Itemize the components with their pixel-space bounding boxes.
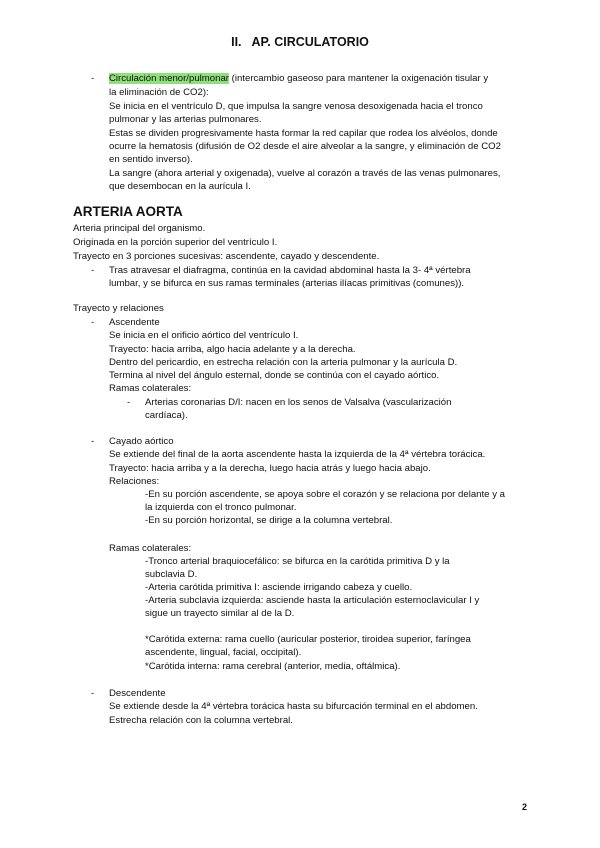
cayado-rel-1-cont: la izquierda con el tronco pulmonar.: [145, 502, 297, 513]
ascendente-rama: - Arterias coronarias D/I: nacen en los senos de Valsalva (vascularización: [145, 396, 451, 410]
descendente-label: - Descendente: [109, 687, 166, 701]
aorta-line-1: Arteria principal del organismo.: [73, 223, 206, 234]
ascendente-line-5: Ramas colaterales:: [109, 383, 192, 394]
aorta-bullet-cont: lumbar, y se bifurca en sus ramas terminales (arterias ilíacas primitivas (comunes)).: [109, 278, 465, 289]
ascendente-line-2: Trayecto: hacia arriba, algo hacia adelante y a la derecha.: [109, 344, 356, 355]
pulmonar-line-3: Se inicia en el ventrículo D, que impulsa la sangre venosa desoxigenada hacia el tronco: [109, 101, 483, 112]
aorta-heading: ARTERIA AORTA: [73, 204, 183, 219]
pulmonar-line-4: pulmonar y las arterias pulmonares.: [109, 114, 262, 125]
cayado-rel-1: -En su porción ascendente, se apoya sobre el corazón y se relaciona por delante y a: [145, 489, 505, 500]
aorta-line-2: Originada en la porción superior del ventrículo I.: [73, 237, 278, 248]
ascendente-label: - Ascendente: [109, 316, 160, 330]
cayado-line-1: Se extiende del final de la aorta ascendente hasta la izquierda de la 4ª vértebra torácica.: [109, 449, 486, 460]
cayado-rama-3: -Arteria subclavia izquierda: asciende hasta la articulación esternoclavicular I y: [145, 595, 480, 606]
trayecto-heading: Trayecto y relaciones: [73, 303, 164, 314]
descendente-line-1: Se extiende desde la 4ª vértebra torácica hasta su bifurcación terminal en el abdomen.: [109, 701, 478, 712]
ascendente-line-3: Dentro del pericardio, en estrecha relación con la arteria pulmonar y la aurícula D.: [109, 357, 458, 368]
cayado-rama-3-cont: sigue un trayecto similar al de la D.: [145, 608, 295, 619]
ascendente-line-1: Se inicia en el orificio aórtico del ventrículo I.: [109, 330, 299, 341]
cayado-line-3: Relaciones:: [109, 476, 160, 487]
pulmonar-line-6: ocurre la hematosis (difusión de O2 desde el aire alveolar a la sangre, y eliminación de CO2: [109, 141, 501, 152]
cayado-rel-2: -En su porción horizontal, se dirige a la columna vertebral.: [145, 515, 393, 526]
ascendente-rama-cont: cardíaca).: [145, 410, 188, 421]
pulmonar-line-1: - Circulación menor/pulmonar (intercambio gaseoso para mantener la oxigenación tisular y: [109, 72, 488, 86]
pulmonar-line-9: que desembocan en la aurícula I.: [109, 181, 251, 192]
page-title: [0, 36, 600, 50]
cayado-line-2: Trayecto: hacia arriba y a la derecha, luego hacia atrás y luego hacia abajo.: [109, 463, 431, 474]
carotida-externa-note-cont: ascendente, lingual, facial, occipital).: [145, 647, 302, 658]
carotida-externa-note: *Carótida externa: rama cuello (auricular posterior, tiroidea superior, faríngea: [145, 634, 471, 645]
section-number: II.: [231, 35, 242, 49]
aorta-line-3: Trayecto en 3 porciones sucesivas: ascendente, cayado y descendente.: [73, 251, 380, 262]
cayado-rama-1-cont: subclavia D.: [145, 569, 198, 580]
aorta-bullet: - Tras atravesar el diafragma, continúa en la cavidad abdominal hasta la 3- 4ª vértebra: [109, 264, 471, 278]
descendente-line-2: Estrecha relación con la columna vertebral.: [109, 715, 293, 726]
cayado-ramas-heading: Ramas colaterales:: [109, 543, 192, 554]
page-number: 2: [522, 802, 528, 812]
pulmonar-line-8: La sangre (ahora arterial y oxigenada), vuelve al corazón a través de las venas pulmonares,: [109, 168, 501, 179]
ascendente-line-4: Termina al nivel del ángulo esternal, donde se continúa con el cayado aórtico.: [109, 370, 440, 381]
section-title: AP. CIRCULATORIO: [251, 35, 369, 49]
carotida-interna-note: *Carótida interna: rama cerebral (anterior, media, oftálmica).: [145, 661, 401, 672]
pulmonar-line-5: Estas se dividen progresivamente hasta formar la red capilar que rodea los alvéolos, donde: [109, 128, 498, 139]
highlighted-term: Circulación menor/pulmonar: [109, 73, 229, 84]
cayado-rama-1: -Tronco arterial braquiocefálico: se bifurca en la carótida primitiva D y la: [145, 556, 450, 567]
pulmonar-line-7: en sentido inverso).: [109, 154, 193, 165]
pulmonar-line-2: la eliminación de CO2):: [109, 87, 209, 98]
cayado-rama-2: -Arteria carótida primitiva I: asciende irrigando cabeza y cuello.: [145, 582, 413, 593]
cayado-label: - Cayado aórtico: [109, 435, 174, 449]
